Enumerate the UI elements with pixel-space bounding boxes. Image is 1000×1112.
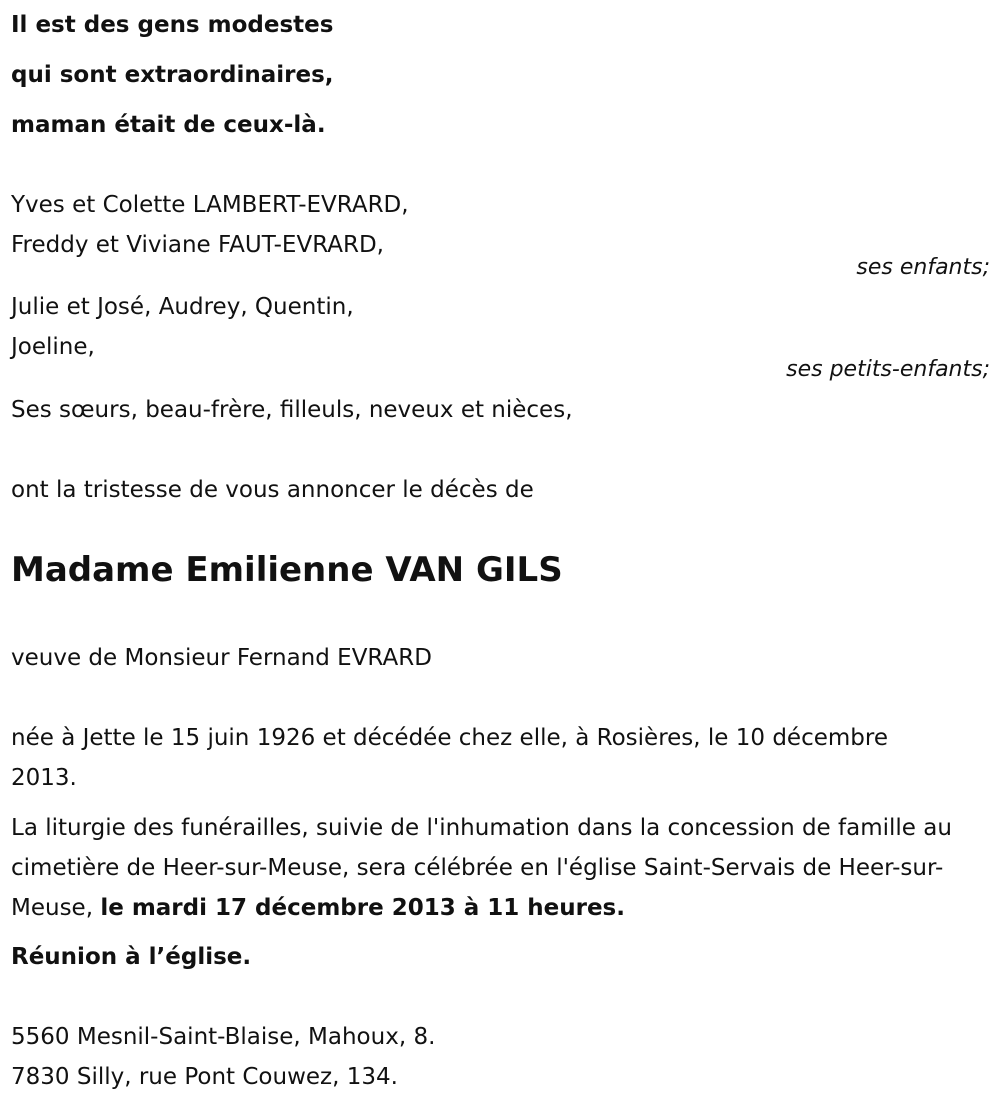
children-line-2: Freddy et Viviane FAUT-EVRARD, xyxy=(11,232,384,258)
family-line: Ses sœurs, beau-frère, filleuls, neveux et nièces, xyxy=(11,397,573,423)
children-role: ses enfants; xyxy=(856,255,990,280)
meeting-line: Réunion à l’église. xyxy=(11,944,252,970)
funeral-date-time: le mardi 17 décembre 2013 à 11 heures. xyxy=(100,895,625,921)
children-line-1: Yves et Colette LAMBERT-EVRARD, xyxy=(11,192,409,218)
grandchildren-line-1: Julie et José, Audrey, Quentin, xyxy=(11,294,354,320)
quote-line-2: qui sont extraordinaires, xyxy=(11,62,334,88)
funeral-paragraph xyxy=(11,808,981,928)
deceased-name: Madame Emilienne VAN GILS xyxy=(11,550,563,590)
grandchildren-role: ses petits-enfants; xyxy=(786,357,990,382)
address-line-1: 5560 Mesnil-Saint-Blaise, Mahoux, 8. xyxy=(11,1024,436,1050)
birth-death-paragraph: née à Jette le 15 juin 1926 et décédée chez elle, à Rosières, le 10 décembre 2013. xyxy=(11,725,888,791)
address-line-2: 7830 Silly, rue Pont Couwez, 134. xyxy=(11,1064,398,1090)
quote-line-1: Il est des gens modestes xyxy=(11,12,334,38)
announcement-line: ont la tristesse de vous annoncer le décès de xyxy=(11,477,534,503)
grandchildren-line-2: Joeline, xyxy=(11,334,95,360)
quote-line-3: maman était de ceux-là. xyxy=(11,112,326,138)
widow-of-line: veuve de Monsieur Fernand EVRARD xyxy=(11,645,432,671)
funeral-text: La liturgie des funérailles, suivie de l'inhumation dans la concession de famille au cimetière de Heer-sur-Meuse, sera célébrée en l'église Saint-Servais de Heer-sur-Meuse, xyxy=(11,815,952,921)
